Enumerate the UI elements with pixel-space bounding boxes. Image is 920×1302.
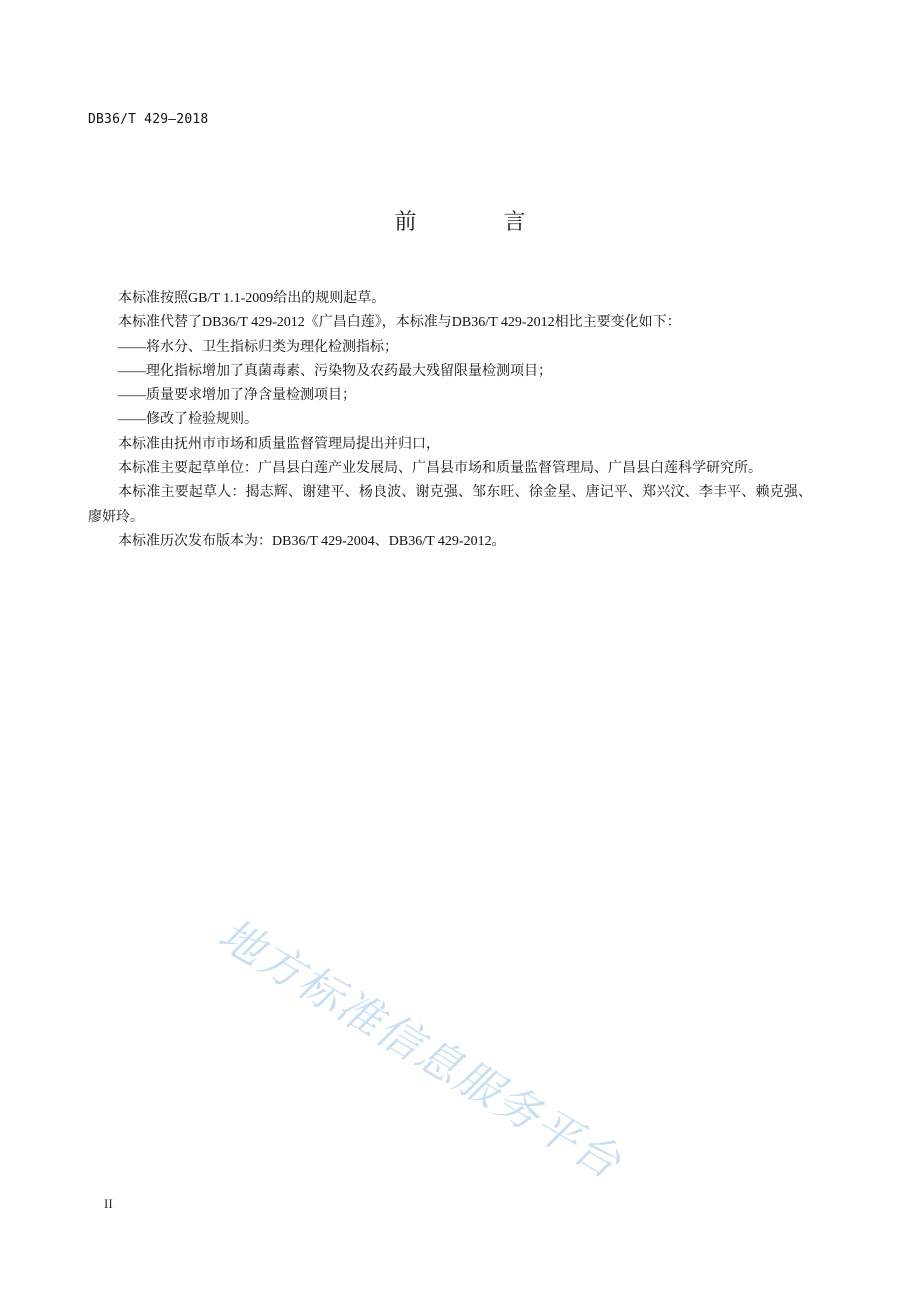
list-item: ——理化指标增加了真菌毒素、污染物及农药最大残留限量检测项目； bbox=[118, 363, 552, 379]
page-number: II bbox=[104, 1196, 113, 1211]
paragraph: 本标准历次发布版本为：DB36/T 429-2004、DB36/T 429-2012。 bbox=[118, 533, 506, 549]
paragraph: 本标准主要起草人：揭志辉、谢建平、杨良波、谢克强、邹东旺、徐金星、唐记平、郑兴汶、李丰平、赖克强、廖妍玲。 bbox=[88, 485, 812, 525]
paragraph: 本标准代替了DB36/T 429-2012《广昌白莲》，本标准与DB36/T 429-2012相比主要变化如下： bbox=[118, 315, 681, 331]
foreword-body bbox=[88, 287, 812, 554]
list-item: ——将水分、卫生指标归类为理化检测指标； bbox=[118, 339, 398, 355]
document-code: DB36/T 429—2018 bbox=[88, 112, 209, 127]
paragraph: 本标准按照GB/T 1.1-2009给出的规则起草。 bbox=[118, 291, 386, 306]
list-item: ——修改了检验规则。 bbox=[118, 412, 258, 428]
section-title: 前 言 bbox=[394, 210, 566, 235]
list-item: ——质量要求增加了净含量检测项目； bbox=[118, 388, 356, 404]
paragraph: 本标准由抚州市市场和质量监督管理局提出并归口， bbox=[118, 436, 440, 452]
watermark: 地方标准信息服务平台 bbox=[209, 908, 631, 1190]
paragraph: 本标准主要起草单位：广昌县白莲产业发展局、广昌县市场和质量监督管理局、广昌县白莲科学研究所。 bbox=[118, 461, 762, 477]
